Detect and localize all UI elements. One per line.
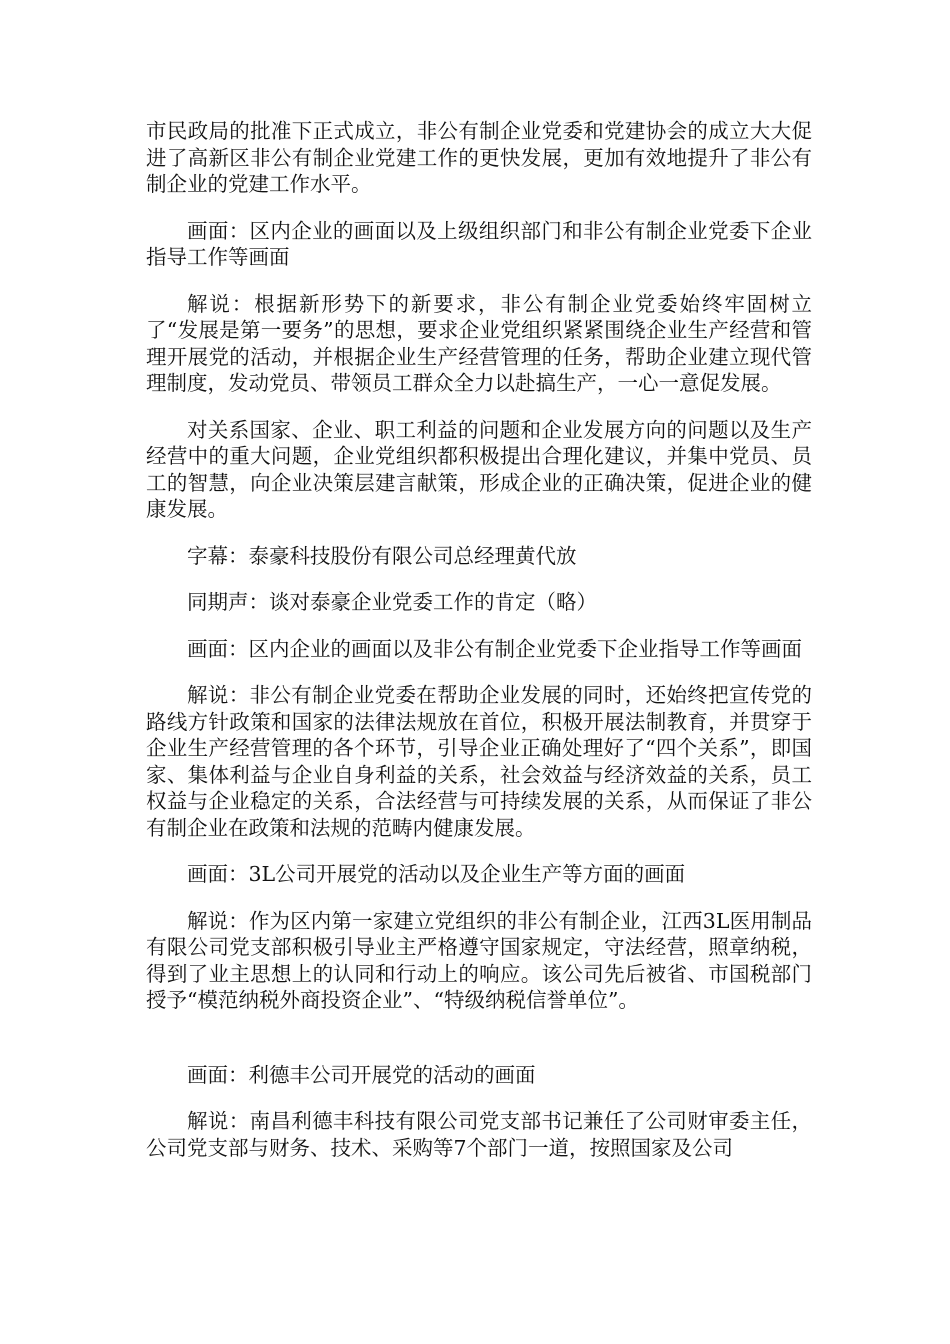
paragraph: 画面：区内企业的画面以及上级组织部门和非公有制企业党委下企业指导工作等画面: [146, 218, 812, 269]
paragraph: 画面：区内企业的画面以及非公有制企业党委下企业指导工作等画面: [187, 636, 802, 661]
paragraph: 解说：非公有制企业党委在帮助企业发展的同时，还始终把宣传党的路线方针政策和国家的法律法规放在首位，积极开展法制教育，并贯穿于企业生产经营管理的各个环节，引导企业正确处理好了“四个关系”，即国家、集体利益与企业自身利益的关系，社会效益与经济效益的关系，员工权益与企业稳定的关系，合法经营与可持续发展的关系，从而保证了非公有制企业在政策和法规的范畴内健康发展。: [146, 683, 812, 840]
paragraph: 字幕：泰豪科技股份有限公司总经理黄代放: [187, 543, 577, 568]
paragraph: 画面：3L公司开展党的活动以及企业生产等方面的画面: [187, 862, 686, 886]
paragraph: 市民政局的批准下正式成立，非公有制企业党委和党建协会的成立大大促进了高新区非公有制企业党建工作的更快发展，更加有效地提升了非公有制企业的党建工作水平。: [146, 119, 812, 196]
paragraph: 画面：利德丰公司开展党的活动的画面: [187, 1062, 536, 1087]
paragraph: 解说：作为区内第一家建立党组织的非公有制企业，江西3L医用制品有限公司党支部积极引导业主严格遵守国家规定，守法经营，照章纳税，得到了业主思想上的认同和行动上的响应。该公司先后被省、市国税部门授予“模范纳税外商投资企业”、“特级纳税信誉单位”。: [146, 908, 812, 1012]
paragraph: 解说：根据新形势下的新要求，非公有制企业党委始终牢固树立了“发展是第一要务”的思想，要求企业党组织紧紧围绕企业生产经营和管理开展党的活动，并根据企业生产经营管理的任务，帮助企业建立现代管理制度，发动党员、带领员工群众全力以赴搞生产，一心一意促发展。: [146, 291, 812, 395]
paragraph: 对关系国家、企业、职工利益的问题和企业发展方向的问题以及生产经营中的重大问题，企业党组织都积极提出合理化建议，并集中党员、员工的智慧，向企业决策层建言献策，形成企业的正确决策，促进企业的健康发展。: [146, 417, 812, 521]
paragraph: 同期声：谈对泰豪企业党委工作的肯定（略）: [187, 590, 597, 614]
document-body: [146, 118, 812, 1181]
paragraph: 解说：南昌利德丰科技有限公司党支部书记兼任了公司财审委主任，公司党支部与财务、技术、采购等7个部门一道，按照国家及公司: [146, 1109, 812, 1160]
